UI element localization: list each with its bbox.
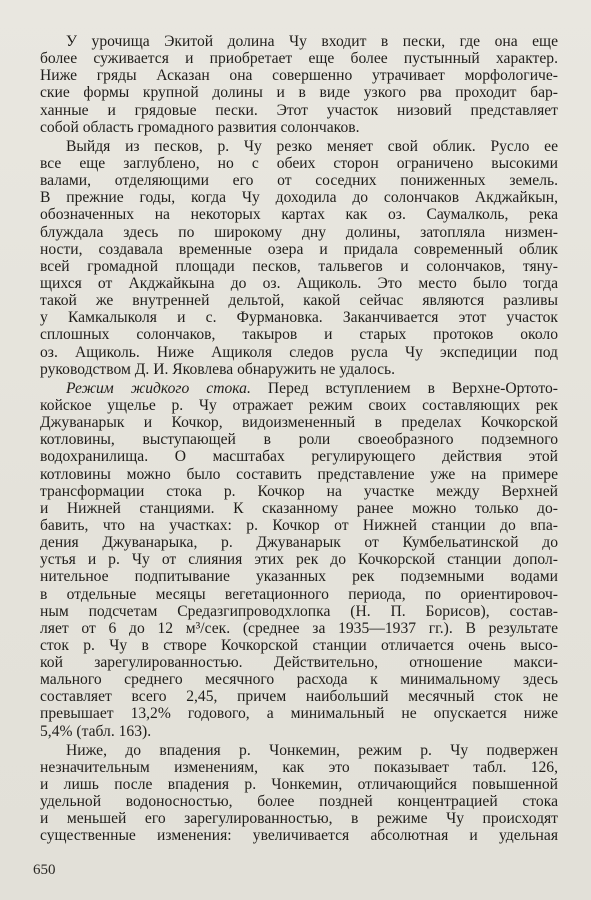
text-line: Ниже, до впадения р. Чонкемин, режим р. Чу подвержен: [66, 741, 558, 759]
text-line: койское ущелье р. Чу отражает режим своих составляющих рек: [40, 396, 558, 414]
text-line: котловины можно было составить представление уже на примере: [40, 465, 558, 483]
text-line: Выйдя из песков, р. Чу резко меняет свой облик. Русло ее: [66, 137, 558, 155]
text-line: все еще заглублено, но с обеих сторон ограничено высокими: [40, 154, 558, 172]
text-line: превышает 13,2% годового, а минимальный не опускается ниже: [40, 705, 558, 723]
text-line: всей громадной площади песков, тальвегов и солончаков, тяну-: [40, 257, 558, 275]
text-line: водохранилища. О масштабах регулирующего действия этой: [40, 448, 558, 466]
text-line: ляет от 6 до 12 м³/сек. (среднее за 1935—1937 гг.). В результате: [40, 619, 558, 637]
text-line: блуждала здесь по широкому дну долины, затопляла низмен-: [40, 223, 558, 241]
page-number: 650: [33, 862, 56, 878]
text-line: составляет всего 2,45, причем наибольший месячный сток не: [40, 688, 558, 706]
text-line: В прежние годы, когда Чу доходила до солончаков Акджайкын,: [40, 189, 558, 207]
text-line: ным подсчетам Средазгипроводхлопка (Н. П. Борисов), состав-: [40, 602, 558, 620]
text-line: мального среднего месячного расхода к минимальному здесь: [40, 671, 558, 689]
text-line: щихся от Акджайкына до оз. Ащиколь. Это место было тогда: [40, 274, 558, 292]
text-line: дения Джуванарыка, р. Джуванарык от Кумбельатинской до: [40, 534, 558, 552]
text-line: у Камкалыколя и с. Фурмановка. Заканчивается этот участок: [40, 309, 558, 327]
text-line: кой зарегулированностью. Действительно, отношение макси-: [40, 654, 558, 672]
section-heading: Режим жидкого стока.: [66, 379, 251, 397]
paragraph-1: [40, 33, 558, 136]
body-text: [40, 33, 558, 845]
text-line: котловины, выступающей в роли своеобразного подземного: [40, 431, 558, 449]
text-line: ханные и грядовые пески. Этот участок низовий представляет: [40, 101, 558, 119]
text-line: незначительным изменениям, как это показывает табл. 126,: [40, 758, 558, 776]
text-line: устья и р. Чу от слияния этих рек до Кочкорской станции допол-: [40, 551, 558, 569]
text-line: трансформации стока р. Кочкор на участке между Верхней: [40, 482, 558, 500]
text-line: У урочища Экитой долина Чу входит в пески, где она еще: [66, 33, 558, 50]
text-line: 5,4% (табл. 163).: [40, 722, 152, 740]
text-line: руководством Д. И. Яковлева обнаружить не удалось.: [40, 360, 396, 378]
text-line: валами, отделяющими его от соседних пониженных земель.: [40, 172, 558, 190]
paragraph-2: [40, 138, 558, 378]
text-line: собой область громадного развития солончаков.: [40, 118, 360, 136]
text-line: удельной водоносностью, более поздней концентрацией стока: [40, 793, 558, 811]
paragraph-3: [40, 380, 558, 740]
text-line: сток р. Чу в створе Кочкорской станции отличается очень высо-: [40, 636, 558, 654]
text-line: бавить, что на участках: р. Кочкор от Нижней станции до впа-: [40, 516, 558, 534]
heading-continuation: Перед вступлением в Верхне-Ортото-: [250, 379, 558, 397]
text-line: ские формы крупной долины и в виде узкого рва проходит бар-: [40, 84, 558, 102]
text-line: [40, 380, 558, 397]
text-line: в отдельные месяцы вегетационного периода, по ориентировоч-: [40, 585, 558, 603]
text-line: более суживается и приобретает еще более пустынный характер.: [40, 50, 558, 68]
text-line: и меньшей его зарегулированностью, в режиме Чу происходят: [40, 810, 558, 828]
text-line: ности, создавала временные озера и придала современный облик: [40, 240, 558, 258]
text-line: сплошных солончаков, такыров и старых протоков около: [40, 326, 558, 344]
text-line: и Нижней станциями. К сказанному ранее можно только до-: [40, 499, 558, 517]
text-line: обозначенных на некоторых картах как оз. Саумалколь, река: [40, 206, 558, 224]
text-line: оз. Ащиколь. Ниже Ащиколя следов русла Чу экспедиции под: [40, 343, 558, 361]
text-line: и лишь после впадения р. Чонкемин, отличающийся повышенной: [40, 776, 558, 794]
text-line: нительное подпитывание указанных рек подземными водами: [40, 568, 558, 586]
text-line: Ниже гряды Асказан она совершенно утрачивает морфологиче-: [40, 67, 558, 85]
text-line: такой же внутренней дельтой, какой сейчас являются разливы: [40, 292, 558, 310]
paragraph-4: [40, 742, 558, 845]
text-line: существенные изменения: увеличивается абсолютная и удельная: [40, 827, 558, 845]
text-line: Джуванарык и Кочкор, видоизмененный в пределах Кочкорской: [40, 414, 558, 432]
